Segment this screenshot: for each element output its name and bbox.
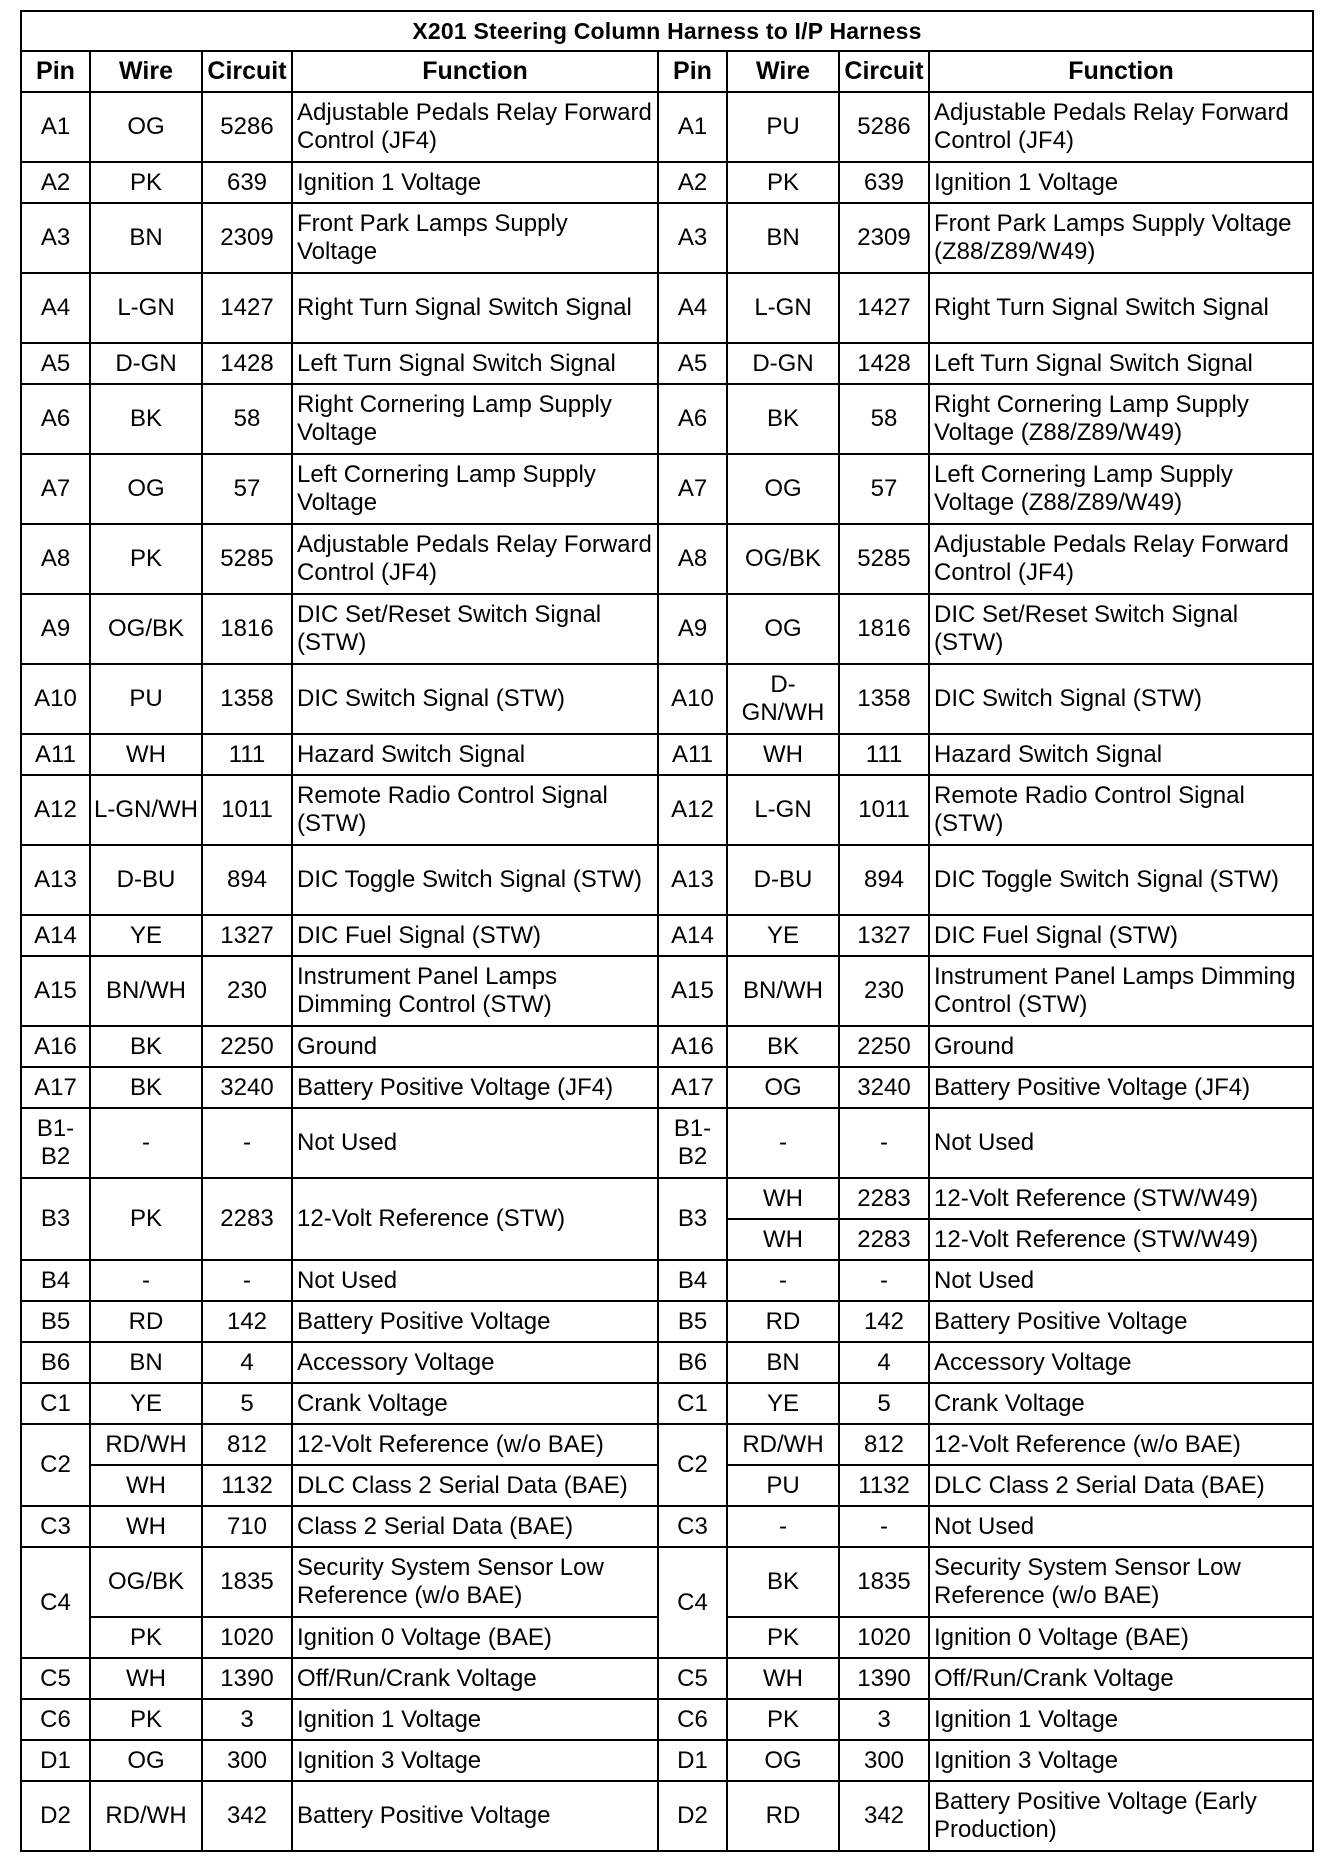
table-cell: C4: [21, 1547, 90, 1658]
table-cell: 57: [839, 454, 929, 524]
table-cell: Battery Positive Voltage: [292, 1301, 658, 1342]
table-cell: 142: [839, 1301, 929, 1342]
table-cell: A11: [21, 734, 90, 775]
table-cell: Ignition 1 Voltage: [929, 162, 1313, 203]
table-cell: Ignition 3 Voltage: [929, 1740, 1313, 1781]
table-row: [21, 664, 1313, 734]
table-cell: 111: [839, 734, 929, 775]
table-row: [21, 1026, 1313, 1067]
table-cell: Not Used: [929, 1506, 1313, 1547]
table-cell: 2250: [839, 1026, 929, 1067]
table-cell: PK: [727, 162, 839, 203]
table-cell: A8: [21, 524, 90, 594]
table-cell: WH: [90, 1506, 202, 1547]
table-row: [21, 1506, 1313, 1547]
table-cell: A3: [658, 203, 727, 273]
table-cell: A2: [21, 162, 90, 203]
table-cell: Hazard Switch Signal: [292, 734, 658, 775]
table-cell: D-BU: [727, 845, 839, 915]
table-cell: C2: [21, 1424, 90, 1506]
table-cell: Hazard Switch Signal: [929, 734, 1313, 775]
table-cell: 5: [839, 1383, 929, 1424]
table-cell: A5: [658, 343, 727, 384]
table-cell: 3: [202, 1699, 292, 1740]
table-cell: C2: [658, 1424, 727, 1506]
table-cell: D-GN: [727, 343, 839, 384]
table-cell: Instrument Panel Lamps Dimming Control (STW): [929, 956, 1313, 1026]
table-cell: 1132: [839, 1465, 929, 1506]
table-cell: Adjustable Pedals Relay Forward Control (JF4): [929, 524, 1313, 594]
table-cell: DLC Class 2 Serial Data (BAE): [929, 1465, 1313, 1506]
table-cell: 812: [839, 1424, 929, 1465]
table-cell: Ground: [929, 1026, 1313, 1067]
table-cell: A16: [21, 1026, 90, 1067]
table-cell: OG: [90, 92, 202, 162]
table-row: [21, 454, 1313, 524]
table-cell: A7: [658, 454, 727, 524]
table-cell: OG: [90, 1740, 202, 1781]
table-cell: -: [202, 1108, 292, 1178]
table-cell: BK: [90, 384, 202, 454]
table-cell: Battery Positive Voltage (JF4): [292, 1067, 658, 1108]
table-cell: Crank Voltage: [929, 1383, 1313, 1424]
table-cell: PK: [90, 1699, 202, 1740]
table-cell: DIC Fuel Signal (STW): [292, 915, 658, 956]
table-cell: BN: [727, 203, 839, 273]
header-wire: Wire: [90, 51, 202, 92]
table-cell: 1816: [202, 594, 292, 664]
header-row: [21, 51, 1313, 92]
table-row: [21, 524, 1313, 594]
table-cell: BK: [727, 1026, 839, 1067]
table-cell: A2: [658, 162, 727, 203]
table-cell: L-GN: [90, 273, 202, 343]
table-row: [21, 343, 1313, 384]
table-cell: Front Park Lamps Supply Voltage (Z88/Z89/W49): [929, 203, 1313, 273]
table-cell: 2283: [839, 1178, 929, 1219]
table-row: [21, 162, 1313, 203]
table-cell: Right Cornering Lamp Supply Voltage (Z88/Z89/W49): [929, 384, 1313, 454]
table-row: [21, 734, 1313, 775]
table-cell: A1: [21, 92, 90, 162]
table-cell: A16: [658, 1026, 727, 1067]
table-cell: -: [839, 1260, 929, 1301]
table-cell: C6: [21, 1699, 90, 1740]
table-cell: 4: [839, 1342, 929, 1383]
header-function: Function: [292, 51, 658, 92]
table-cell: B5: [21, 1301, 90, 1342]
table-row: [21, 92, 1313, 162]
table-cell: A12: [21, 775, 90, 845]
table-cell: 1428: [202, 343, 292, 384]
table-cell: Not Used: [292, 1260, 658, 1301]
table-cell: D-BU: [90, 845, 202, 915]
table-cell: BK: [727, 384, 839, 454]
table-cell: 5286: [839, 92, 929, 162]
table-cell: 1428: [839, 343, 929, 384]
table-cell: A14: [21, 915, 90, 956]
table-cell: DIC Switch Signal (STW): [292, 664, 658, 734]
table-cell: YE: [727, 915, 839, 956]
table-row: [21, 1178, 1313, 1219]
table-cell: PK: [90, 524, 202, 594]
table-cell: Right Cornering Lamp Supply Voltage: [292, 384, 658, 454]
table-cell: 58: [202, 384, 292, 454]
table-row: [21, 956, 1313, 1026]
table-cell: Battery Positive Voltage: [929, 1301, 1313, 1342]
table-cell: D1: [21, 1740, 90, 1781]
table-cell: -: [727, 1108, 839, 1178]
table-cell: C5: [658, 1658, 727, 1699]
table-cell: WH: [90, 734, 202, 775]
table-cell: RD: [727, 1781, 839, 1851]
table-cell: A14: [658, 915, 727, 956]
table-cell: 1020: [202, 1617, 292, 1658]
table-cell: Security System Sensor Low Reference (w/o BAE): [929, 1547, 1313, 1617]
table-cell: B1-B2: [21, 1108, 90, 1178]
table-cell: PK: [90, 1617, 202, 1658]
table-cell: 5286: [202, 92, 292, 162]
table-row: [21, 203, 1313, 273]
table-cell: DIC Toggle Switch Signal (STW): [929, 845, 1313, 915]
table-row: [21, 1699, 1313, 1740]
table-row: [21, 1260, 1313, 1301]
table-cell: Not Used: [929, 1108, 1313, 1178]
table-cell: A8: [658, 524, 727, 594]
table-cell: 1358: [839, 664, 929, 734]
table-cell: Battery Positive Voltage (JF4): [929, 1067, 1313, 1108]
table-row: [21, 273, 1313, 343]
table-cell: 342: [202, 1781, 292, 1851]
table-cell: Not Used: [292, 1108, 658, 1178]
table-cell: DLC Class 2 Serial Data (BAE): [292, 1465, 658, 1506]
table-cell: -: [202, 1260, 292, 1301]
table-row: [21, 845, 1313, 915]
table-cell: YE: [727, 1383, 839, 1424]
table-row: [21, 1740, 1313, 1781]
table-cell: -: [727, 1260, 839, 1301]
table-cell: D-GN/WH: [727, 664, 839, 734]
table-cell: WH: [727, 1658, 839, 1699]
table-cell: DIC Fuel Signal (STW): [929, 915, 1313, 956]
table-cell: 3240: [202, 1067, 292, 1108]
table-cell: Adjustable Pedals Relay Forward Control (JF4): [929, 92, 1313, 162]
table-cell: Left Turn Signal Switch Signal: [929, 343, 1313, 384]
table-cell: Ignition 1 Voltage: [929, 1699, 1313, 1740]
table-cell: YE: [90, 915, 202, 956]
table-cell: RD/WH: [90, 1781, 202, 1851]
connector-table-container: [20, 10, 1312, 1852]
table-cell: Off/Run/Crank Voltage: [292, 1658, 658, 1699]
table-cell: Adjustable Pedals Relay Forward Control (JF4): [292, 524, 658, 594]
table-cell: C3: [21, 1506, 90, 1547]
table-cell: RD: [90, 1301, 202, 1342]
table-cell: OG: [90, 454, 202, 524]
table-cell: B4: [21, 1260, 90, 1301]
table-cell: Ground: [292, 1026, 658, 1067]
table-cell: PU: [727, 92, 839, 162]
table-cell: C1: [658, 1383, 727, 1424]
table-cell: PK: [727, 1617, 839, 1658]
table-row: [21, 915, 1313, 956]
table-row: [21, 1658, 1313, 1699]
table-cell: 1011: [839, 775, 929, 845]
connector-pinout-table: [20, 10, 1314, 1852]
table-row: [21, 1781, 1313, 1851]
table-cell: 1835: [839, 1547, 929, 1617]
table-cell: BK: [90, 1067, 202, 1108]
table-cell: -: [90, 1108, 202, 1178]
table-cell: -: [727, 1506, 839, 1547]
table-row: [21, 1424, 1313, 1465]
table-cell: B3: [21, 1178, 90, 1260]
table-cell: Accessory Voltage: [292, 1342, 658, 1383]
table-cell: B6: [658, 1342, 727, 1383]
table-cell: Class 2 Serial Data (BAE): [292, 1506, 658, 1547]
table-cell: WH: [90, 1658, 202, 1699]
table-cell: Adjustable Pedals Relay Forward Control (JF4): [292, 92, 658, 162]
table-cell: L-GN: [727, 775, 839, 845]
table-row: [21, 1067, 1313, 1108]
table-cell: DIC Toggle Switch Signal (STW): [292, 845, 658, 915]
table-cell: 639: [839, 162, 929, 203]
table-cell: A6: [21, 384, 90, 454]
table-row: [21, 1301, 1313, 1342]
table-cell: 710: [202, 1506, 292, 1547]
header-circuit: Circuit: [202, 51, 292, 92]
table-cell: A11: [658, 734, 727, 775]
table-cell: Accessory Voltage: [929, 1342, 1313, 1383]
table-cell: B1-B2: [658, 1108, 727, 1178]
table-cell: 12-Volt Reference (w/o BAE): [929, 1424, 1313, 1465]
header-pin: Pin: [658, 51, 727, 92]
table-cell: BN/WH: [90, 956, 202, 1026]
table-row: [21, 384, 1313, 454]
table-cell: 57: [202, 454, 292, 524]
table-cell: A6: [658, 384, 727, 454]
table-cell: -: [839, 1506, 929, 1547]
table-cell: C5: [21, 1658, 90, 1699]
table-cell: WH: [90, 1465, 202, 1506]
table-cell: A7: [21, 454, 90, 524]
table-cell: L-GN/WH: [90, 775, 202, 845]
table-body: [21, 92, 1313, 1851]
table-cell: 12-Volt Reference (STW/W49): [929, 1219, 1313, 1260]
table-cell: OG/BK: [90, 594, 202, 664]
table-cell: YE: [90, 1383, 202, 1424]
table-cell: D2: [21, 1781, 90, 1851]
table-cell: A4: [21, 273, 90, 343]
table-cell: 2309: [202, 203, 292, 273]
table-cell: 1011: [202, 775, 292, 845]
table-cell: 639: [202, 162, 292, 203]
table-row: [21, 1108, 1313, 1178]
table-cell: 894: [202, 845, 292, 915]
table-cell: WH: [727, 1178, 839, 1219]
table-cell: Off/Run/Crank Voltage: [929, 1658, 1313, 1699]
table-cell: PU: [90, 664, 202, 734]
table-cell: 300: [202, 1740, 292, 1781]
table-cell: 1390: [202, 1658, 292, 1699]
table-cell: D2: [658, 1781, 727, 1851]
table-cell: A9: [21, 594, 90, 664]
table-cell: Left Cornering Lamp Supply Voltage (Z88/Z89/W49): [929, 454, 1313, 524]
table-cell: 2283: [839, 1219, 929, 1260]
table-cell: Ignition 0 Voltage (BAE): [929, 1617, 1313, 1658]
table-cell: -: [839, 1108, 929, 1178]
table-cell: 230: [202, 956, 292, 1026]
table-cell: 111: [202, 734, 292, 775]
table-cell: 300: [839, 1740, 929, 1781]
table-cell: B4: [658, 1260, 727, 1301]
table-title: X201 Steering Column Harness to I/P Harness: [21, 11, 1313, 51]
table-cell: OG/BK: [90, 1547, 202, 1617]
table-cell: BN/WH: [727, 956, 839, 1026]
table-cell: DIC Set/Reset Switch Signal (STW): [929, 594, 1313, 664]
table-cell: C6: [658, 1699, 727, 1740]
table-cell: PK: [727, 1699, 839, 1740]
header-circuit: Circuit: [839, 51, 929, 92]
table-cell: A12: [658, 775, 727, 845]
table-cell: OG: [727, 1067, 839, 1108]
header-wire: Wire: [727, 51, 839, 92]
table-cell: RD/WH: [90, 1424, 202, 1465]
table-cell: 894: [839, 845, 929, 915]
table-cell: 1132: [202, 1465, 292, 1506]
table-row: [21, 1342, 1313, 1383]
table-row: [21, 1383, 1313, 1424]
table-cell: D1: [658, 1740, 727, 1781]
table-cell: Security System Sensor Low Reference (w/o BAE): [292, 1547, 658, 1617]
table-cell: 5: [202, 1383, 292, 1424]
table-cell: OG: [727, 454, 839, 524]
table-cell: Instrument Panel Lamps Dimming Control (STW): [292, 956, 658, 1026]
table-cell: Crank Voltage: [292, 1383, 658, 1424]
table-cell: Not Used: [929, 1260, 1313, 1301]
table-cell: Left Cornering Lamp Supply Voltage: [292, 454, 658, 524]
table-row: [21, 594, 1313, 664]
table-cell: BK: [727, 1547, 839, 1617]
table-cell: BK: [90, 1026, 202, 1067]
table-cell: C3: [658, 1506, 727, 1547]
table-cell: C4: [658, 1547, 727, 1658]
table-cell: A5: [21, 343, 90, 384]
table-cell: Front Park Lamps Supply Voltage: [292, 203, 658, 273]
table-cell: Ignition 0 Voltage (BAE): [292, 1617, 658, 1658]
table-cell: PK: [90, 162, 202, 203]
table-cell: Ignition 3 Voltage: [292, 1740, 658, 1781]
header-function: Function: [929, 51, 1313, 92]
table-cell: 58: [839, 384, 929, 454]
table-cell: B6: [21, 1342, 90, 1383]
table-cell: Remote Radio Control Signal (STW): [292, 775, 658, 845]
table-cell: BN: [90, 1342, 202, 1383]
table-cell: DIC Switch Signal (STW): [929, 664, 1313, 734]
table-cell: 142: [202, 1301, 292, 1342]
table-cell: A17: [21, 1067, 90, 1108]
title-row: [21, 11, 1313, 51]
header-pin: Pin: [21, 51, 90, 92]
table-cell: 12-Volt Reference (w/o BAE): [292, 1424, 658, 1465]
table-cell: 5285: [202, 524, 292, 594]
table-cell: A15: [658, 956, 727, 1026]
table-cell: D-GN: [90, 343, 202, 384]
table-cell: C1: [21, 1383, 90, 1424]
table-cell: PU: [727, 1465, 839, 1506]
table-cell: WH: [727, 734, 839, 775]
table-cell: 1427: [839, 273, 929, 343]
table-cell: PK: [90, 1178, 202, 1260]
table-row: [21, 775, 1313, 845]
table-cell: A17: [658, 1067, 727, 1108]
table-cell: B5: [658, 1301, 727, 1342]
table-cell: 1020: [839, 1617, 929, 1658]
table-cell: 1327: [839, 915, 929, 956]
table-cell: A10: [658, 664, 727, 734]
table-cell: DIC Set/Reset Switch Signal (STW): [292, 594, 658, 664]
table-cell: Battery Positive Voltage: [292, 1781, 658, 1851]
table-cell: 1816: [839, 594, 929, 664]
table-cell: BN: [90, 203, 202, 273]
table-cell: A1: [658, 92, 727, 162]
table-cell: 2250: [202, 1026, 292, 1067]
table-cell: 1835: [202, 1547, 292, 1617]
table-cell: 2283: [202, 1178, 292, 1260]
table-cell: Right Turn Signal Switch Signal: [929, 273, 1313, 343]
table-cell: 12-Volt Reference (STW): [292, 1178, 658, 1260]
table-cell: A13: [21, 845, 90, 915]
table-row: [21, 1547, 1313, 1617]
table-cell: A4: [658, 273, 727, 343]
table-cell: 812: [202, 1424, 292, 1465]
table-cell: 1358: [202, 664, 292, 734]
table-cell: 1327: [202, 915, 292, 956]
table-cell: A10: [21, 664, 90, 734]
table-cell: RD/WH: [727, 1424, 839, 1465]
table-cell: 12-Volt Reference (STW/W49): [929, 1178, 1313, 1219]
table-cell: 230: [839, 956, 929, 1026]
table-cell: OG: [727, 594, 839, 664]
table-cell: Battery Positive Voltage (Early Production): [929, 1781, 1313, 1851]
table-cell: 342: [839, 1781, 929, 1851]
table-cell: WH: [727, 1219, 839, 1260]
table-cell: A15: [21, 956, 90, 1026]
table-cell: B3: [658, 1178, 727, 1260]
table-cell: BN: [727, 1342, 839, 1383]
table-cell: 1390: [839, 1658, 929, 1699]
table-cell: 4: [202, 1342, 292, 1383]
table-cell: A9: [658, 594, 727, 664]
table-cell: A13: [658, 845, 727, 915]
table-cell: 3: [839, 1699, 929, 1740]
table-cell: Ignition 1 Voltage: [292, 162, 658, 203]
table-cell: 5285: [839, 524, 929, 594]
table-cell: OG: [727, 1740, 839, 1781]
table-cell: RD: [727, 1301, 839, 1342]
table-cell: 3240: [839, 1067, 929, 1108]
table-cell: Ignition 1 Voltage: [292, 1699, 658, 1740]
table-cell: A3: [21, 203, 90, 273]
table-cell: Right Turn Signal Switch Signal: [292, 273, 658, 343]
table-cell: Left Turn Signal Switch Signal: [292, 343, 658, 384]
table-cell: -: [90, 1260, 202, 1301]
table-cell: 2309: [839, 203, 929, 273]
table-cell: OG/BK: [727, 524, 839, 594]
table-cell: 1427: [202, 273, 292, 343]
table-cell: Remote Radio Control Signal (STW): [929, 775, 1313, 845]
table-cell: L-GN: [727, 273, 839, 343]
